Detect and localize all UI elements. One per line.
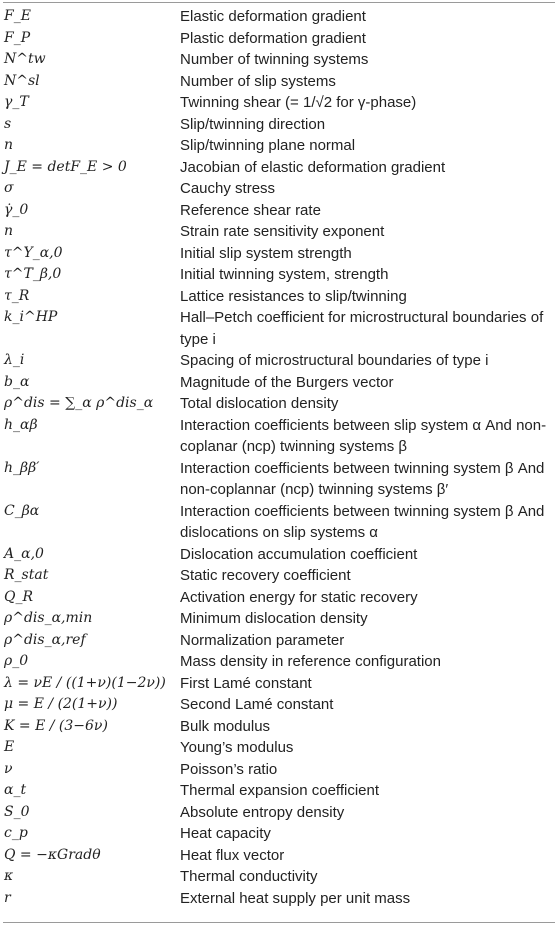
table-row [4,135,554,157]
description-cell: Absolute entropy density [180,803,345,821]
description-cell: Normalization parameter [180,631,345,649]
description-cell: Strain rate sensitivity exponent [180,223,385,240]
symbol-cell: F_P [4,29,31,46]
description-cell: Thermal expansion coefficient [180,782,379,799]
symbol-cell: K = E / (3−6ν) [4,717,108,734]
table-row [4,630,554,652]
table-row [4,565,554,587]
symbol-cell: γ̇_0 [4,201,29,218]
symbol-cell: μ = E / (2(1+ν)) [4,696,118,712]
table-row [4,866,554,888]
symbol-cell: Q = −κGradθ [4,846,101,863]
symbol-cell: ν [4,760,13,777]
symbol-cell: E [4,739,15,755]
description-cell: Poisson’s ratio [180,760,278,778]
description-cell: Initial slip system strength [180,244,352,262]
description-cell: Activation energy for static recovery [180,588,418,606]
top-rule [3,2,555,3]
symbol-cell: λ_i [4,352,25,368]
description-cell: Interaction coefficients between slip system α And non-coplanar (ncp) twinning systems β [180,416,547,455]
table-row [4,114,554,136]
symbol-cell: ρ_0 [4,653,29,669]
description-cell: Jacobian of elastic deformation gradient [180,158,446,176]
table-row [4,780,554,802]
description-cell: Hall–Petch coefficient for microstructural boundaries of type i [180,309,544,348]
description-cell: Static recovery coefficient [180,567,351,584]
description-cell: Thermal conductivity [180,868,318,885]
symbol-cell: c_p [4,825,28,841]
symbol-cell: ρ^dis = ∑_α ρ^dis_α [4,395,154,411]
symbol-cell: σ [4,180,14,196]
table-row [4,6,554,28]
table-row [4,372,554,394]
table-row [4,393,554,415]
symbol-cell: r [4,889,11,906]
description-cell: Interaction coefficients between twinning system β And dislocations on slip systems α [180,502,545,541]
description-cell: Initial twinning system, strength [180,266,389,283]
table-row [4,823,554,845]
description-cell: Magnitude of the Burgers vector [180,373,394,391]
table-row [4,673,554,695]
description-cell: Dislocation accumulation coefficient [180,545,418,563]
symbol-cell: J_E = detF_E > 0 [4,158,127,175]
description-cell: External heat supply per unit mass [180,889,411,907]
table-row [4,221,554,243]
table-row [4,28,554,50]
table-row [4,716,554,738]
symbol-cell: Q_R [4,588,34,605]
symbol-cell: ρ^dis_α,ref [4,631,86,648]
symbol-cell: τ^T_β,0 [4,266,62,282]
table-row [4,587,554,609]
description-cell: Minimum dislocation density [180,610,368,627]
description-cell: Plastic deformation gradient [180,29,366,47]
table-row [4,286,554,308]
table-row [4,92,554,114]
symbol-cell: γ_T [4,94,29,110]
symbol-cell: F_E [4,8,31,24]
description-cell: Number of slip systems [180,72,336,90]
description-cell: First Lamé constant [180,674,312,692]
symbol-cell: κ [4,868,14,884]
table-row [4,415,554,458]
description-cell: Twinning shear (= 1/√2 for γ-phase) [180,94,417,111]
table-row [4,737,554,759]
table-row [4,178,554,200]
symbol-cell: C_βα [4,502,40,519]
symbol-cell: A_α,0 [4,545,44,562]
table-row [4,243,554,265]
description-cell: Reference shear rate [180,201,321,219]
table-row [4,651,554,673]
description-cell: Lattice resistances to slip/twinning [180,287,407,305]
table-row [4,71,554,93]
symbol-cell: h_ββ′ [4,459,40,476]
description-cell: Second Lamé constant [180,696,334,713]
symbol-cell: λ = νE / ((1+ν)(1−2ν)) [4,674,166,691]
description-cell: Elastic deformation gradient [180,8,366,25]
table-row [4,845,554,867]
symbol-cell: α_t [4,782,27,798]
description-cell: Cauchy stress [180,180,276,197]
description-cell: Spacing of microstructural boundaries of type i [180,352,489,369]
table-row [4,544,554,566]
symbol-cell: n [4,223,14,239]
nomenclature-table [4,6,554,909]
description-cell: Heat capacity [180,825,271,842]
description-cell: Young’s modulus [180,739,294,756]
table-row [4,49,554,71]
description-cell: Interaction coefficients between twinning system β And non-coplannar (ncp) twinning systems β′ [180,459,545,498]
symbol-cell: R_stat [4,567,49,583]
symbol-cell: N^sl [4,72,40,89]
symbol-cell: N^tw [4,51,46,67]
table-row [4,200,554,222]
symbol-cell: τ^Y_α,0 [4,244,63,261]
description-cell: Number of twinning systems [180,51,369,68]
table-row [4,888,554,910]
table-row [4,608,554,630]
description-cell: Heat flux vector [180,846,285,864]
symbol-cell: ρ^dis_α,min [4,610,93,626]
table-row [4,501,554,544]
symbol-cell: b_α [4,373,30,390]
symbol-cell: n [4,137,14,153]
table-row [4,694,554,716]
description-cell: Bulk modulus [180,717,271,735]
table-row [4,264,554,286]
table-row [4,802,554,824]
bottom-rule [3,922,555,923]
symbol-cell: τ_R [4,287,30,304]
table-row [4,157,554,179]
table-row [4,350,554,372]
symbol-cell: h_αβ [4,416,38,433]
symbol-cell: k_i^HP [4,309,58,325]
description-cell: Slip/twinning direction [180,115,326,133]
symbol-cell: s [4,115,12,132]
description-cell: Slip/twinning plane normal [180,137,356,154]
table-row [4,307,554,350]
symbol-cell: S_0 [4,803,30,820]
table-row [4,759,554,781]
table-row [4,458,554,501]
description-cell: Total dislocation density [180,395,339,412]
description-cell: Mass density in reference configuration [180,653,441,670]
